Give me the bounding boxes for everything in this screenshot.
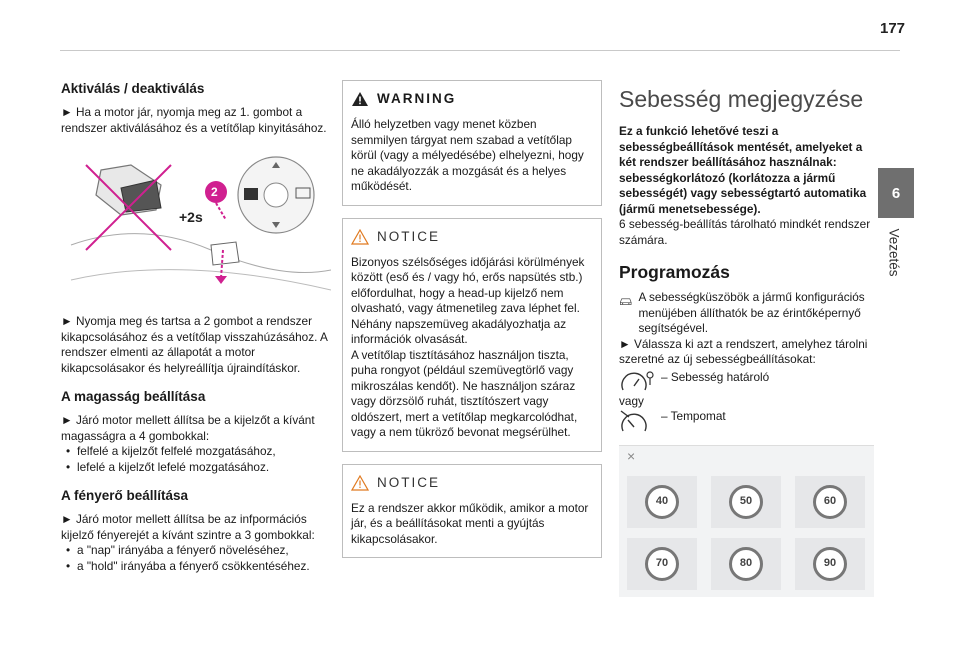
heading-programming: Programozás [619,262,730,282]
speed-tile[interactable] [711,476,781,528]
config-row [619,290,874,337]
speed-tile[interactable] [627,538,697,590]
option-limiter: – Sebesség határoló [661,369,770,384]
speed-tile[interactable] [711,538,781,590]
warning-icon [351,91,369,107]
car-settings-icon [619,290,632,312]
close-icon[interactable]: × [627,448,636,464]
para-brightness: ► Járó motor mellett állítsa be az infpormációs kijelző fényerejét a kívánt szintre a 3 gombokkal: [61,512,315,542]
brightness-list [61,543,331,574]
heading-activation: Aktiválás / deaktiválás [61,81,205,96]
para-hold: ► Nyomja meg és tartsa a 2 gombot a rendszer kikapcsolásához és a vetítőlap visszahúzásához. A rendszer elmenti az állapotát a motor kikapcsolásakor és helyreállítja újraindításkor. [61,314,328,375]
notice-box-1 [342,218,602,452]
page-number: 177 [880,20,906,37]
para-height: ► Járó motor mellett állítsa be a kijelzőt a kívánt magasságra a 4 gombokkal: [61,413,315,443]
option-cruise: – Tempomat [661,409,726,423]
list-item: • felfelé a kijelzőt felfelé mozgatásához, [61,444,331,460]
column-middle [342,80,602,558]
cruise-row [619,409,874,433]
notice-icon [351,229,369,245]
option-or: vagy [619,393,644,408]
speed-sign: 50 [729,485,763,519]
para-config: A sebességküszöbök a jármű konfigurációs menüjében állíthatók be az érintőképernyő segítségével. [638,290,865,335]
speed-sign: 40 [645,485,679,519]
notice-text: Ez a rendszer akkor működik, amikor a motor jár, és a beállításokat menti a gyújtás kikapcsolásakor. [351,500,589,546]
chapter-label: Vezetés [886,228,902,277]
warning-text: Álló helyzetben vagy menet közben semmilyen tárgyat nem szabad a vetítőlap körül (vagy a mélyedésébe) elhelyezni, hogy ne akadályozzák a mozgását és a helyes működését. [351,117,584,193]
list-item: • a "hold" irányába a fényerő csökkentéséhez. [61,559,331,575]
speed-tile[interactable] [627,476,697,528]
speed-presets-panel [619,445,874,597]
notice-text: Bizonyos szélsőséges időjárási körülmények között (eső és / vagy hó, erős napsütés stb.) előfordulhat, hogy a head-up kijelző nem olvasható, vagy átmenetileg zava léphet fel. Néhány napszemüveg akadályozhatja az információk olvasását. A vetítőlap tisztításához használjon tiszta, puha rongyot (például szemüvegtörlő vagy mikroszálas kendőt). Ne használjon száraz vagy dörzsölő ruhát, tisztítószert vagy oldószert, mert a vetítőlap megkarcolódhat, vagy a nem tükröző bevonat megsérülhet. [351,254,585,439]
heading-height: A magasság beállítása [61,389,206,404]
notice-title: NOTICE [377,228,441,244]
column-left [61,80,331,574]
speed-sign: 70 [645,547,679,581]
chapter-tab[interactable]: 6 [878,168,914,218]
header-divider [60,50,900,51]
speed-sign: 90 [813,547,847,581]
notice-icon [351,475,369,491]
notice-box-2 [342,464,602,559]
chapter-label-wrap [886,225,910,285]
speed-sign: 60 [813,485,847,519]
limiter-row [619,370,874,394]
warning-title: WARNING [377,91,457,107]
speed-tile[interactable] [795,538,865,590]
list-item: • a "nap" irányába a fényerő növeléséhez, [61,543,331,559]
intro-bold: Ez a funkció lehetővé teszi a sebességbeállítások mentését, amelyeket a két rendszer beállításához használnak: sebességkorlátozó (korlátozza a jármű sebességét) vagy sebességtartó automatika (jármű menetsebessége). [619,124,867,216]
speed-sign: 80 [729,547,763,581]
intro-text: 6 sebesség-beállítás tárolható mindkét rendszer számára. [619,217,871,247]
list-item: • lefelé a kijelzőt lefelé mozgatásához. [61,460,331,476]
cruise-control-icon [619,409,655,433]
para-select: ► Válassza ki azt a rendszert, amelyhez tárolni szeretné az új sebességbeállításokat: [619,336,868,366]
warning-box [342,80,602,206]
hud-illustration [61,150,331,298]
column-right [619,80,874,597]
para-activation: ► Ha a motor jár, nyomja meg az 1. gombot a rendszer aktiválásához és a vetítőlap kinyitásához. [61,105,327,135]
button-number-badge: 2 [211,185,218,199]
notice-title: NOTICE [377,474,441,490]
speed-tile[interactable] [795,476,865,528]
section-title: Sebesség megjegyzése [619,86,864,112]
heading-brightness: A fényerő beállítása [61,488,189,503]
hold-duration-label: +2s [179,209,203,225]
speed-limiter-icon [619,370,655,394]
height-list [61,444,331,475]
